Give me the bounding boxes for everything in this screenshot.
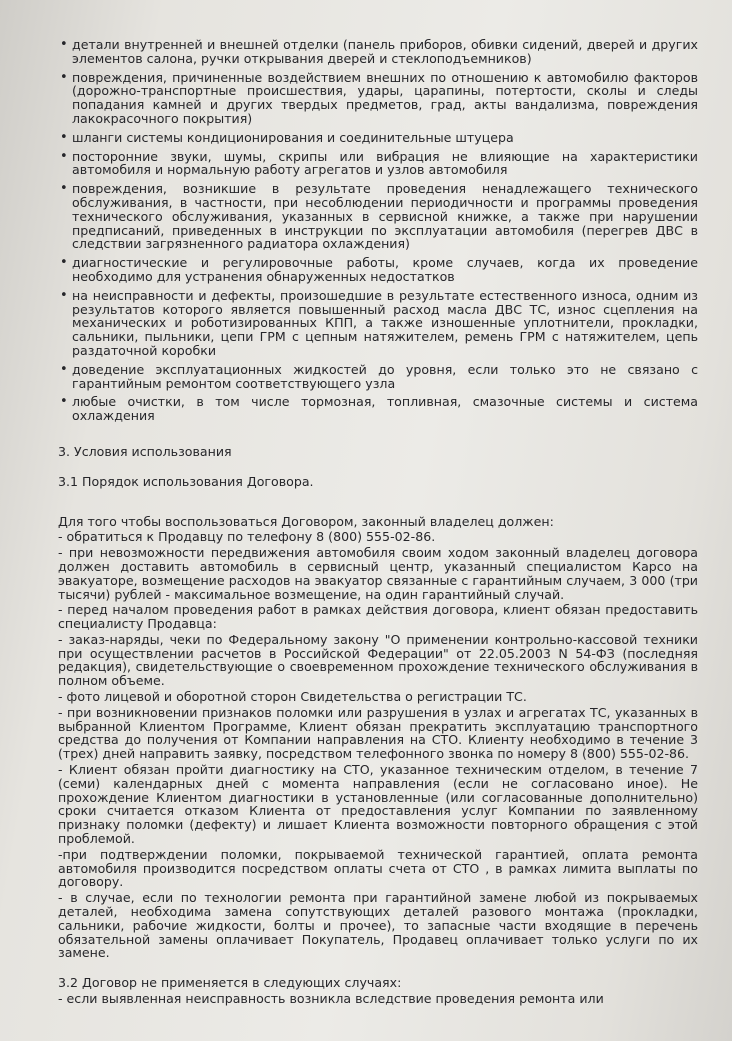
list-item: • диагностические и регулировочные работы, кроме случаев, когда их проведение необходимо для устранения обнаруженных недостатков xyxy=(72,256,698,284)
paragraph: - при возникновении признаков поломки или разрушения в узлах и агрегатах ТС, указанных в выбранной Клиентом Программе, Клиент обязан прекратить эксплуатацию транспортного средства до получения от Компании направления на СТО. Клиенту необходимо в течение 3 (трех) дней направить заявку, посредством телефонного звонка по номеру 8 (800) 555-02-86. xyxy=(58,704,698,762)
list-item: • любые очистки, в том числе тормозная, топливная, смазочные системы и система охлаждения xyxy=(72,395,698,423)
paragraph: - фото лицевой и оборотной сторон Свидетельства о регистрации ТС. xyxy=(58,689,527,705)
list-item: • повреждения, причиненные воздействием внешних по отношению к автомобилю факторов (дорожно-транспортные происшествия, удары, царапины, потертости, сколы и следы попадания камней и других твердых предметов, град, акты вандализма, повреждения лакокрасочного покрытия) xyxy=(72,71,698,126)
list-item: • на неисправности и дефекты, произошедшие в результате естественного износа, одним из результатов которого является повышенный расход масла ДВС ТС, износ сцепления на механических и роботизированных КПП, а также изношенные уплотнители, прокладки, сальники, пыльники, цепи ГРМ с цепным натяжителем, ремень ГРМ с натяжителем, цепь раздаточной коробки xyxy=(72,289,698,358)
list-item: • шланги системы кондиционирования и соединительные штуцера xyxy=(72,131,698,145)
list-item: • повреждения, возникшие в результате проведения ненадлежащего технического обслуживания, в частности, при несоблюдении периодичности и программы проведения технического обслуживания, указанных в сервисной книжке, а также при нарушении предписаний, приведенных в инструкции по эксплуатации автомобиля (перегрев ДВС в следствии загрязненного радиатора охлаждения) xyxy=(72,182,698,251)
paragraph: - заказ-наряды, чеки по Федеральному закону "О применении контрольно-кассовой техники при осуществлении расчетов в Российской Федерации" от 22.05.2003 N 54-ФЗ (последняя редакция), свидетельствующие о своевременном прохождение технического обслуживания в полном объеме. xyxy=(58,631,698,689)
section-3-heading: 3. Условия использования xyxy=(58,443,232,459)
exclusions-list xyxy=(58,38,698,423)
list-item: • доведение эксплуатационных жидкостей до уровня, если только это не связано с гарантийным ремонтом соответствующего узла xyxy=(72,363,698,391)
paragraph-last-line: - если выявленная неисправность возникла вследствие проведения ремонта или xyxy=(58,991,604,1007)
paragraph: - перед началом проведения работ в рамках действия договора, клиент обязан предоставить специалисту Продавца: xyxy=(58,602,698,632)
intro-text: Для того чтобы воспользоваться Договором, законный владелец должен: xyxy=(58,513,554,529)
document-body xyxy=(58,38,698,1006)
section-3-1-heading: 3.1 Порядок использования Договора. xyxy=(58,473,314,489)
list-item: • посторонние звуки, шумы, скрипы или вибрация не влияющие на характеристики автомобиля и нормальную работу агрегатов и узлов автомобиля xyxy=(72,150,698,178)
paragraph: -при подтверждении поломки, покрываемой технической гарантией, оплата ремонта автомобиля производится посредством оплаты счета от СТО , в рамках лимита выплаты по договору. xyxy=(58,846,698,890)
paragraph: - в случае, если по технологии ремонта при гарантийной замене любой из покрываемых деталей, необходима замена сопутствующих деталей разового монтажа (прокладки, сальники, рабочие жидкости, болты и прочее), то запасные части входящие в перечень обязательной замены оплачивает Покупатель, Продавец оплачивает только услуги по их замене. xyxy=(58,890,698,961)
paragraph: - при невозможности передвижения автомобиля своим ходом законный владелец договора должен доставить автомобиль в сервисный центр, указанный специалистом Карсо на эвакуаторе, возмещение расходов на эвакуатор связанные с гарантийным случаем, 3 000 (три тысячи) рублей - максимальное возмещение, на один гарантийный случай. xyxy=(58,545,698,602)
section-3-2-heading: 3.2 Договор не применяется в следующих случаях: xyxy=(58,975,402,991)
paragraph: - Клиент обязан пройти диагностику на СТО, указанное техническим отделом, в течение 7 (семи) календарных дней с момента направления (если не согласовано иное). Не прохождение Клиентом диагностики в установленные (или согласованные дополнительно) сроки считается отказом Клиента от предоставления услуг Компании по заявленному признаку поломки (дефекту) и лишает Клиента возможности повторного обращения с этой проблемой. xyxy=(58,762,698,847)
paragraph: - обратиться к Продавцу по телефону 8 (800) 555-02-86. xyxy=(58,529,436,545)
list-item: • детали внутренней и внешней отделки (панель приборов, обивки сидений, дверей и других элементов салона, ручки открывания дверей и стеклоподъемников) xyxy=(72,38,698,66)
